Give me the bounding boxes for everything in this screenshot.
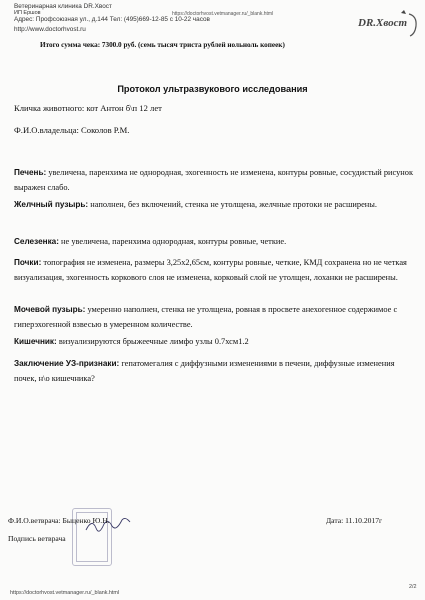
signature-label: Подпись ветврача [8, 534, 66, 543]
section-kidneys [14, 255, 414, 285]
section-text: топография не изменена, размеры 3,25х2,65см, контуры ровные, четкие, КМД сохранена но не четкая визуализация, эхогенность коркового слоя не изменена, корковый слой не утолщен, лоханки не расширены. [14, 258, 407, 282]
section-label: Мочевой пузырь: [14, 305, 86, 314]
clinic-site: http://www.doctorhvost.ru [14, 26, 86, 33]
section-spleen [14, 234, 414, 249]
section-label: Желчный пузырь: [14, 200, 89, 209]
section-bladder [14, 302, 414, 332]
section-text: наполнен, без включений, стенка не утолщена, желчные протоки не расширены. [88, 200, 377, 209]
vet-name-line: Ф.И.О.ветврача: Быценко Ю.Н. [8, 516, 110, 525]
receipt-total: Итого сумма чека: 7300.0 руб. (семь тысяч триста рублей нольноль копеек) [40, 41, 285, 49]
print-url-top: https://doctorhvost.vetmanager.ru/_blank.html [172, 11, 274, 17]
section-label: Селезенка: [14, 237, 59, 246]
logo-text: DR.Хвост [358, 17, 408, 29]
section-label: Почки: [14, 258, 42, 267]
section-text: гепатомегалия с диффузными изменениями в печени, диффузные изменения почек, н\о кишечника? [14, 359, 395, 383]
section-text: умеренно наполнен, стенка не утолщена, ровная в просвете анехогенное содержимое с гиперэхогенной взвесью в умеренном количестве. [14, 305, 398, 329]
section-text: не увеличена, паренхима однородная, контуры ровные, четкие. [58, 237, 287, 246]
section-text: визуализируются брыжеечные лимфо узлы 0.7хсм1.2 [56, 337, 249, 346]
section-label: Кишечник: [14, 337, 57, 346]
page-title: Протокол ультразвукового исследования [117, 84, 308, 94]
section-intestine [14, 334, 414, 349]
section-text: увеличена, паренхима не однородная, эхогенность не изменена, контуры ровные, сосудистый рисунок выражен слабо. [14, 168, 414, 192]
section-label: Печень: [14, 168, 47, 177]
page-number: 2/2 [409, 584, 417, 590]
clinic-logo [357, 10, 421, 40]
owner-name-line: Ф.И.О.владельца: Соколов Р.М. [14, 125, 130, 135]
section-gallbladder [14, 197, 414, 212]
pet-name-line: Кличка животного: кот Антон б\п 12 лет [14, 103, 162, 113]
date-line: Дата: 11.10.2017г [326, 516, 383, 525]
clinic-address: Адрес: Профсоюзная ул., д.144 Тел: (495)669-12-85 с 10-22 часов [14, 16, 210, 23]
section-conclusion [14, 356, 414, 386]
clinic-sub: ИП Ершов [14, 10, 41, 16]
section-label: Заключение УЗ-признаки: [14, 359, 120, 368]
section-liver [14, 165, 414, 195]
footer-url: https://doctorhvost.vetmanager.ru/_blank.html [10, 590, 120, 596]
clinic-name: Ветеринарная клиника DR.Хвост [14, 3, 112, 10]
